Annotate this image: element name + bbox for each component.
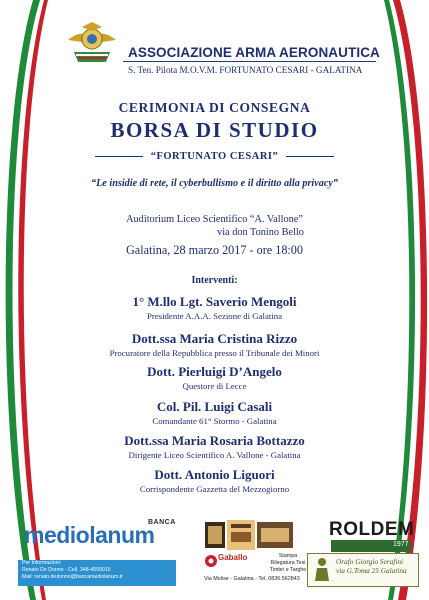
speaker-role: Presidente A.A.A. Sezione di Galatina [146, 311, 283, 321]
venue-line-1: Auditorium Liceo Scientifico “A. Vallone” [126, 214, 303, 225]
speaker-item [0, 399, 429, 427]
speaker-role: Dirigente Liceo Scientifico A. Vallone - Galatina [128, 450, 301, 460]
mediolanum-logo [24, 522, 176, 549]
ceremony-heading: CERIMONIA DI CONSEGNA [118, 100, 311, 115]
scholarship-title: BORSA DI STUDIO [110, 118, 319, 142]
association-emblem-icon [66, 22, 118, 66]
orafo-text [336, 557, 407, 575]
mediolanum-phone: Renato De Donno - Cell. 348-4555015 [22, 567, 111, 573]
orafo-line-1: Orafo Giorgio Serafini [336, 557, 404, 566]
gaballo-name: Gaballo [218, 553, 248, 562]
roldem-logo: ROLDEM [329, 519, 415, 540]
organization-subtitle: S. Ten. Pilota M.O.V.M. FORTUNATO CESARI - GALATINA [128, 65, 363, 75]
speaker-item [0, 331, 429, 359]
gaballo-address: Via Molise - Galatina - Tel. 0836.562843 [204, 576, 300, 582]
speaker-role: Questore di Lecce [182, 381, 247, 391]
speaker-role: Comandante 61° Stormo - Galatina [152, 416, 277, 426]
event-date-time: Galatina, 28 marzo 2017 - ore 18:00 [125, 243, 303, 257]
subtitle-right-rule [286, 156, 334, 157]
scholarship-subtitle: “FORTUNATO CESARI” [150, 151, 279, 162]
mediolanum-wordmark: mediolanum [24, 522, 155, 548]
roldem-banner [331, 540, 411, 552]
gaballo-service-2: Rilegatura Tesi [270, 560, 306, 566]
mediolanum-email: Mail: renato.dedonno@bancamediolanum.it [22, 574, 123, 580]
speaker-name: Dott.ssa Maria Cristina Rizzo [131, 331, 298, 346]
mediolanum-info-label: Per Informazioni: [22, 560, 62, 566]
speaker-item [0, 433, 429, 461]
venue-line-2: via don Tonino Bello [217, 227, 304, 238]
orafo-line-2: via G.Toma 25 Galatina [336, 566, 407, 575]
subtitle-left-rule [95, 156, 143, 157]
scholarship-subtitle-row [0, 151, 429, 162]
speaker-name: Dott. Pierluigi D’Angelo [147, 364, 282, 379]
gaballo-products-image [205, 520, 293, 550]
header-divider [123, 61, 376, 62]
mediolanum-contact-box [18, 560, 176, 586]
organization-name: ASSOCIAZIONE ARMA AERONAUTICA [128, 45, 380, 60]
gaballo-service-3: Timbri e Targhe [269, 567, 307, 573]
speaker-role: Procuratore della Repubblica presso il Tribunale dei Minori [109, 348, 320, 358]
speaker-item [0, 467, 429, 495]
speaker-name: Dott.ssa Maria Rosaria Bottazzo [124, 433, 305, 448]
event-theme-quote: “Le insidie di rete, il cyberbullismo e il diritto alla privacy” [90, 178, 339, 189]
speaker-name: Col. Pil. Luigi Casali [156, 399, 273, 414]
speaker-role: Corrispondente Gazzetta del Mezzogiorno [139, 484, 290, 494]
orafo-figure-icon [311, 557, 333, 581]
mediolanum-banca-label: BANCA [148, 519, 176, 526]
speakers-label: Interventi: [191, 275, 238, 286]
roldem-year: 1977 [393, 541, 409, 548]
speaker-name: Dott. Antonio Liguori [154, 467, 275, 482]
speaker-item [0, 364, 429, 392]
speaker-item [0, 294, 429, 322]
gaballo-service-1: Stampa [278, 553, 298, 559]
speaker-name: 1° M.llo Lgt. Saverio Mengoli [132, 294, 297, 309]
venue-block [0, 213, 429, 239]
